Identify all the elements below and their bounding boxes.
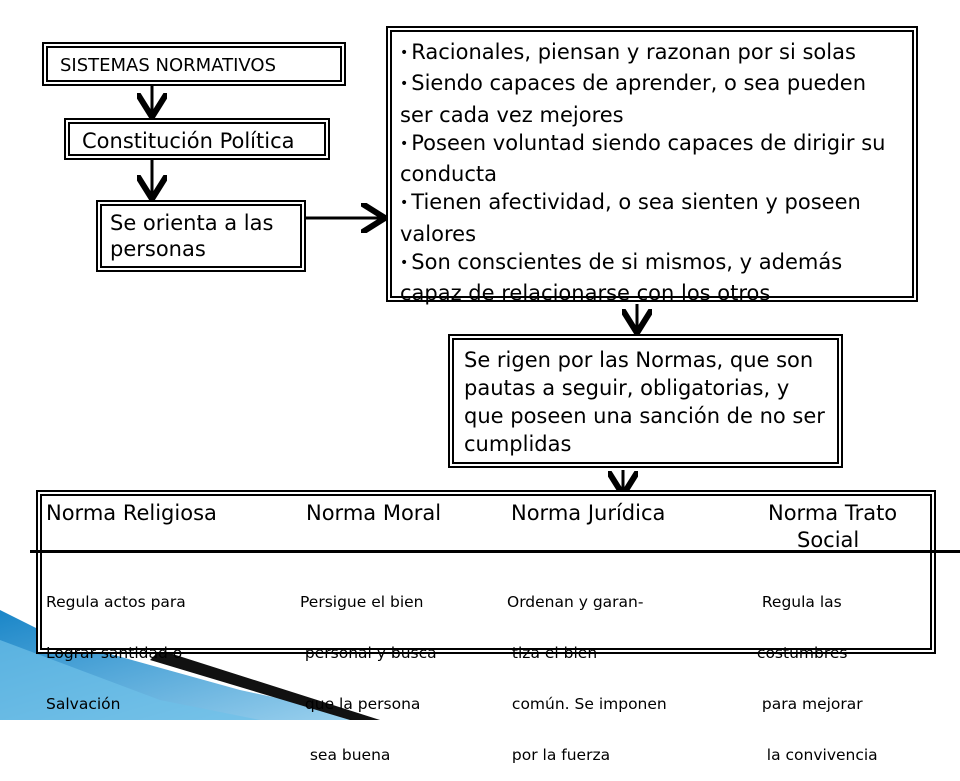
norms-summary-text: Se rigen por las Normas, que son pautas a seguir, obligatorias, y que poseen una sanción de no ser cumplidas [464,348,825,456]
norm-religiosa-header: Norma Religiosa [46,501,217,525]
trait-item [400,38,904,69]
description-line: para mejorar [752,695,863,713]
description-line: la convivencia [752,746,878,764]
sistemas-normativos-box [42,42,346,86]
person-traits-list [400,38,904,308]
description-line: Regula las [752,593,842,611]
norm-juridica-header: Norma Jurídica [511,501,666,525]
norm-moral-header: Norma Moral [306,501,442,525]
description-line: Persigue el bien [300,593,424,611]
description-line: por la fuerza [507,746,611,764]
trait-text: Tienen afectividad, o sea sienten y poseen valores [400,190,861,246]
constitucion-politica-label: Constitución Política [82,129,295,153]
description-line: Salvación [46,695,121,713]
trait-item [400,188,904,248]
norm-juridica-description [507,560,667,781]
norm-trato-description [752,560,878,781]
norm-religiosa-description [46,560,186,730]
description-line: sea buena [300,746,391,764]
description-line: Regula actos para [46,593,186,611]
trait-text: Son conscientes de si mismos, y además capaz de relacionarse con los otros [400,250,843,306]
norms-summary-box [448,334,843,468]
norm-trato-header-line1: Norma Trato [768,501,898,525]
person-traits-box [386,26,918,306]
description-line: personal y busca [300,644,437,662]
description-line: tiza el bien [507,644,598,662]
trait-text: Poseen voluntad siendo capaces de dirigir su conducta [400,130,886,187]
trait-item [400,129,904,189]
trait-item [400,248,904,308]
trait-item [400,69,904,129]
description-line: común. Se imponen [507,695,667,713]
sistemas-normativos-label: SISTEMAS NORMATIVOS [60,55,276,76]
trait-text: Racionales, piensan y razonan por si solas [411,40,856,64]
norm-moral-description [300,560,437,781]
description-line: Ordenan y garan- [507,593,644,611]
constitucion-politica-box [64,118,330,160]
norm-trato-header-line2: Social [797,528,860,552]
description-line: que la persona [300,695,421,713]
orientation-box [96,200,306,272]
description-line: Lograr santidad o [46,644,183,662]
trait-text: Siendo capaces de aprender, o sea pueden ser cada vez mejores [400,71,867,127]
description-line: costumbres [752,644,848,662]
orientation-label: Se orienta a las personas [110,211,274,261]
